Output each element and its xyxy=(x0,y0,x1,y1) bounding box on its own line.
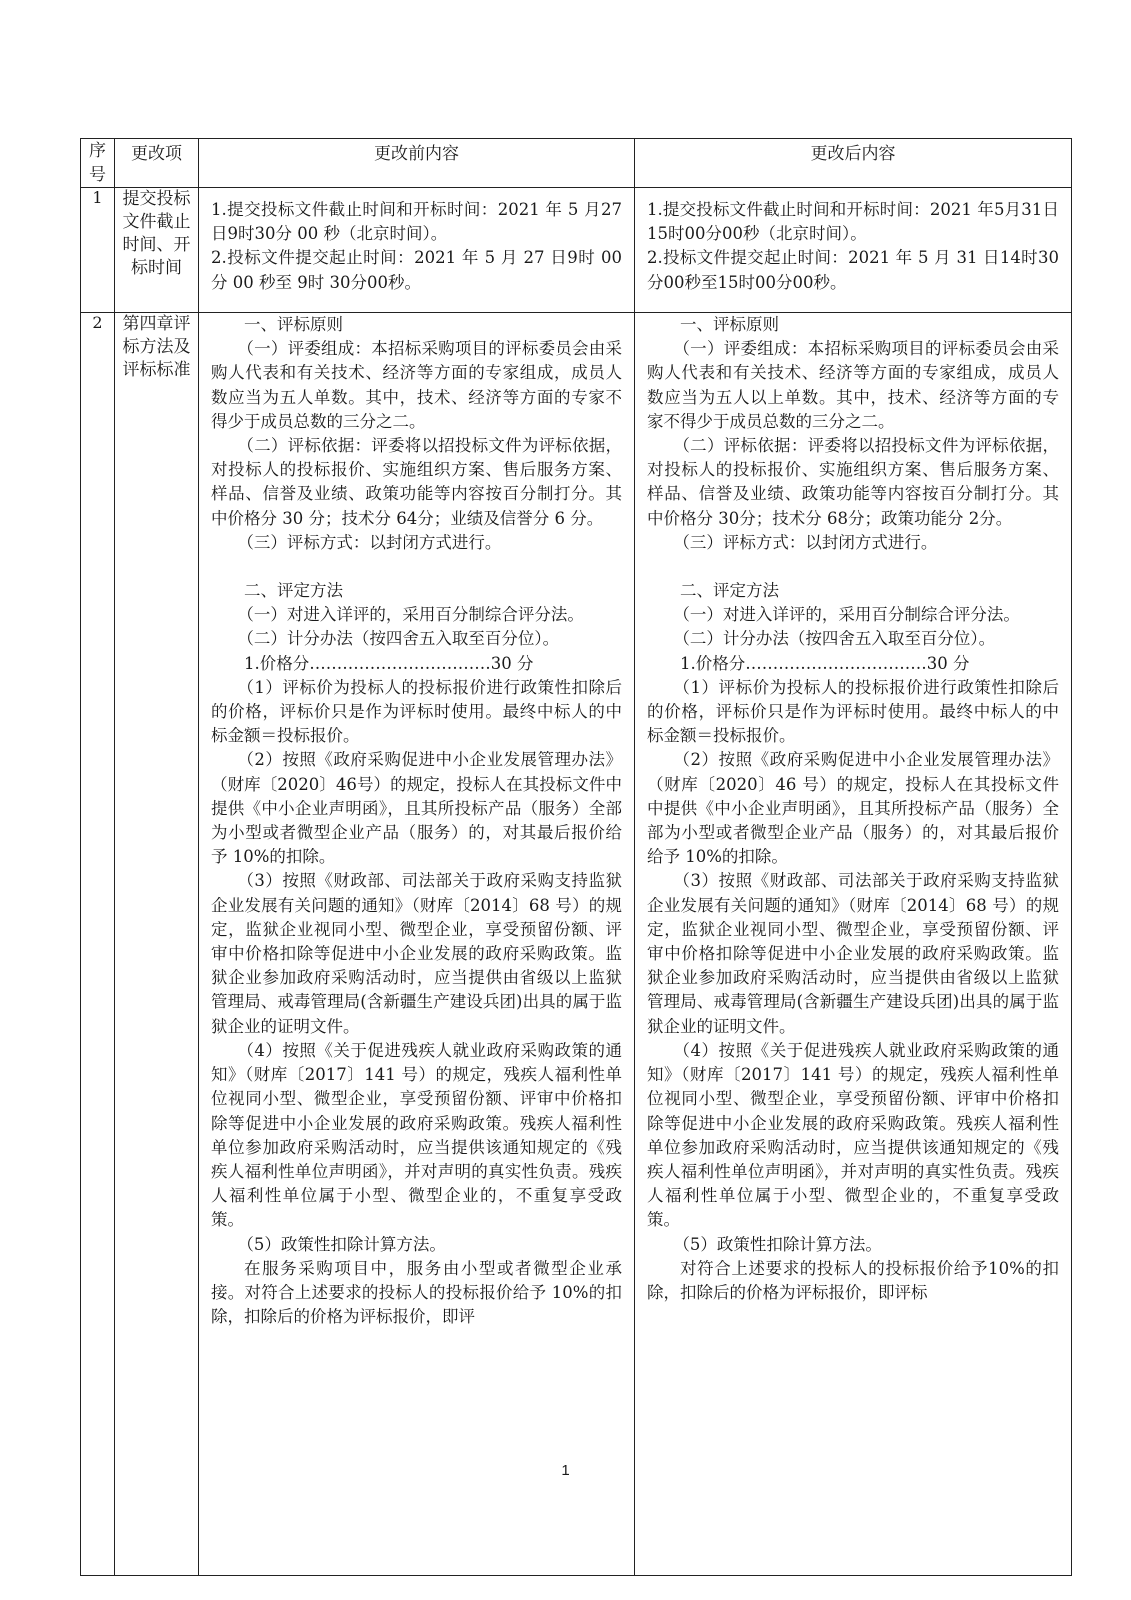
row-item: 提交投标文件截止时间、开标时间 xyxy=(115,188,199,313)
row-seq: 1 xyxy=(81,188,115,313)
after-content xyxy=(635,188,1071,295)
after-content xyxy=(635,313,1071,1569)
table-header-row xyxy=(81,139,1072,188)
paragraph: （1）评标价为投标人的投标报价进行政策性扣除后的价格，评标价只是作为评标时使用。最终中标人的中标金额＝投标报价。 xyxy=(647,677,1059,746)
paragraph: （4）按照《关于促进残疾人就业政府采购政策的通知》（财库〔2017〕141 号）的规定，残疾人福利性单位视同小型、微型企业，享受预留份额、评审中价格扣除等促进中小企业发展的政府采购政策。残疾人福利性单位参加政府采购活动时，应当提供该通知规定的《残疾人福利性单位声明函》，并对声明的真实性负责。残疾人福利性单位属于小型、微型企业的，不重复享受政策。 xyxy=(647,1040,1059,1230)
header-seq: 序号 xyxy=(81,139,115,188)
paragraph: （4）按照《关于促进残疾人就业政府采购政策的通知》（财库〔2017〕141 号）的规定，残疾人福利性单位视同小型、微型企业，享受预留份额、评审中价格扣除等促进中小企业发展的政府采购政策。残疾人福利性单位参加政府采购活动时，应当提供该通知规定的《残疾人福利性单位声明函》，并对声明的真实性负责。残疾人福利性单位属于小型、微型企业的，不重复享受政策。 xyxy=(211,1040,622,1230)
paragraph: 对符合上述要求的投标人的投标报价给予10%的扣除，扣除后的价格为评标报价，即评标 xyxy=(647,1258,1059,1302)
header-item: 更改项 xyxy=(115,139,199,188)
paragraph: （三）评标方式：以封闭方式进行。 xyxy=(237,532,502,552)
table-row xyxy=(81,313,1072,1576)
before-content-cell xyxy=(199,188,635,313)
paragraph: 一、评标原则 xyxy=(680,315,779,334)
paragraph: （1）评标价为投标人的投标报价进行政策性扣除后的价格，评标价只是作为评标时使用。最终中标人的中标金额＝投标报价。 xyxy=(211,677,622,746)
paragraph: 1.提交投标文件截止时间和开标时间：2021 年 5 月27日9时30分 00 秒（北京时间）。 xyxy=(211,200,622,244)
paragraph: （5）政策性扣除计算方法。 xyxy=(237,1234,446,1254)
after-content-cell xyxy=(635,313,1072,1576)
paragraph: （二）评标依据：评委将以招投标文件为评标依据，对投标人的投标报价、实施组织方案、售后服务方案、样品、信誉及业绩、政策功能等内容按百分制打分。其中价格分 30 分；技术分 64分；业绩及信誉分 6 分。 xyxy=(211,436,622,528)
paragraph: 2.投标文件提交起止时间：2021 年 5 月 31 日14时30分00秒至15时00分00秒。 xyxy=(647,248,1059,292)
paragraph: 在服务采购项目中，服务由小型或者微型企业承接。对符合上述要求的投标人的投标报价给予 10%的扣除，扣除后的价格为评标报价，即评 xyxy=(211,1258,622,1327)
paragraph: （二）评标依据：评委将以招投标文件为评标依据，对投标人的投标报价、实施组织方案、售后服务方案、样品、信誉及业绩、政策功能等内容按百分制打分。其中价格分 30分；技术分 68分；政策功能分 2分。 xyxy=(647,436,1059,528)
paragraph: （三）评标方式：以封闭方式进行。 xyxy=(673,532,938,552)
paragraph: （一）评委组成：本招标采购项目的评标委员会由采购人代表和有关技术、经济等方面的专家组成，成员人数应当为五人以上单数。其中，技术、经济等方面的专家不得少于成员总数的三分之二。 xyxy=(647,339,1059,431)
row-item: 第四章评标方法及评标标准 xyxy=(115,313,199,1576)
paragraph: （二）计分办法（按四舍五入取至百分位）。 xyxy=(673,629,996,649)
before-content xyxy=(199,313,634,1569)
paragraph: （二）计分办法（按四舍五入取至百分位）。 xyxy=(237,629,560,649)
page-number: 1 xyxy=(561,1462,570,1479)
paragraph: 一、评标原则 xyxy=(244,315,343,334)
paragraph: （一）评委组成：本招标采购项目的评标委员会由采购人代表和有关技术、经济等方面的专家组成，成员人数应当为五人单数。其中，技术、经济等方面的专家不得少于成员总数的三分之二。 xyxy=(211,339,622,431)
paragraph: （一）对进入详评的，采用百分制综合评分法。 xyxy=(237,605,584,625)
change-table xyxy=(80,138,1072,1576)
paragraph xyxy=(647,555,1059,579)
paragraph: （一）对进入详评的，采用百分制综合评分法。 xyxy=(673,605,1020,625)
paragraph: （3）按照《财政部、司法部关于政府采购支持监狱企业发展有关问题的通知》（财库〔2014〕68 号）的规定，监狱企业视同小型、微型企业，享受预留份额、评审中价格扣除等促进中小企业发展的政府采购政策。监狱企业参加政府采购活动时，应当提供由省级以上监狱管理局、戒毒管理局(含新疆生产建设兵团)出具的属于监狱企业的证明文件。 xyxy=(211,871,622,1036)
after-content-cell xyxy=(635,188,1072,313)
before-content xyxy=(199,188,634,295)
paragraph: （3）按照《财政部、司法部关于政府采购支持监狱企业发展有关问题的通知》（财库〔2014〕68 号）的规定，监狱企业视同小型、微型企业，享受预留份额、评审中价格扣除等促进中小企业发展的政府采购政策。监狱企业参加政府采购活动时，应当提供由省级以上监狱管理局、戒毒管理局(含新疆生产建设兵团)出具的属于监狱企业的证明文件。 xyxy=(647,871,1059,1036)
paragraph: （5）政策性扣除计算方法。 xyxy=(673,1234,882,1254)
header-after: 更改后内容 xyxy=(635,139,1072,188)
table-row xyxy=(81,188,1072,313)
paragraph: 1.提交投标文件截止时间和开标时间：2021 年5月31日15时00分00秒（北京时间）。 xyxy=(647,200,1059,244)
paragraph: （2）按照《政府采购促进中小企业发展管理办法》（财库〔2020〕46号）的规定，投标人在其投标文件中提供《中小企业声明函》，且其所投标产品（服务）全部为小型或者微型企业产品（服务）的，对其最后报价给予 10%的扣除。 xyxy=(211,750,622,867)
paragraph: 二、评定方法 xyxy=(680,581,779,601)
paragraph: 2.投标文件提交起止时间：2021 年 5 月 27 日9时 00分 00 秒至 9时 30分00秒。 xyxy=(211,248,622,292)
paragraph: 1.价格分……………………………30 分 xyxy=(680,653,970,673)
row-seq: 2 xyxy=(81,313,115,1576)
paragraph: 二、评定方法 xyxy=(244,581,343,601)
header-before: 更改前内容 xyxy=(199,139,635,188)
paragraph: （2）按照《政府采购促进中小企业发展管理办法》（财库〔2020〕46 号）的规定，投标人在其投标文件中提供《中小企业声明函》，且其所投标产品（服务）全部为小型或者微型企业产品（服务）的，对其最后报价给予 10%的扣除。 xyxy=(647,750,1059,867)
paragraph: 1.价格分……………………………30 分 xyxy=(244,653,534,673)
before-content-cell xyxy=(199,313,635,1576)
paragraph xyxy=(211,555,622,579)
